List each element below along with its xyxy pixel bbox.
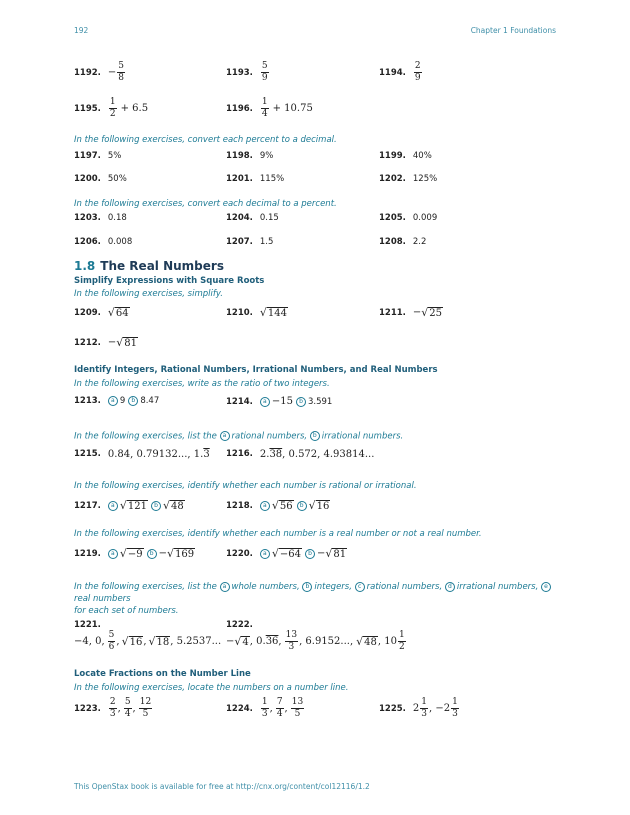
exercise-1224: 1224. $\frac{1}{3}$ , $\frac{7}{4}$ , $\frac{13}{5}$ [226, 697, 304, 719]
exercise-1213: 1213. a 9 b 8.47 [74, 396, 160, 406]
exercise-1225: 1225. 2 $\frac{1}{3}$ , −2 $\frac{1}{3}$ [379, 697, 458, 719]
exercise-1210: 1210. √ 144 [226, 306, 287, 319]
exercise-1192: 1192. − $\frac{5}{8}$ [74, 61, 125, 83]
exercise-1223: 1223. $\frac{2}{3}$ , $\frac{5}{4}$ , $\frac{12}{5}$ [74, 697, 152, 719]
instruction-real-number: In the following exercises, identify whether each number is a real number or not a real number. [74, 529, 482, 539]
instruction-percent-to-decimal: In the following exercises, convert each percent to a decimal. [74, 135, 337, 145]
section-heading: 1.8 The Real Numbers [74, 259, 224, 273]
exercise-1219: 1219. a √ −9 b − √ 169 [74, 547, 195, 560]
exercise-1207: 1207. 1.5 [226, 237, 274, 247]
exercise-1211: 1211. − √ 25 [379, 306, 443, 319]
exercise-1217: 1217. a √ 121 b √ 48 [74, 499, 184, 512]
exercise-1222: 1222. − √ 4 , 0. 36 , $\frac{13}{3}$ , 6.9152..., √ 48 , 10 $\frac{1}{2}$ [226, 620, 405, 652]
exercise-1218: 1218. a √ 56 b √ 16 [226, 499, 330, 512]
exercise-1195: 1195. $\frac{1}{2}$ + 6.5 [74, 97, 149, 119]
exercise-1200: 1200. 50% [74, 174, 127, 184]
instruction-simplify: In the following exercises, simplify. [74, 289, 223, 299]
exercise-1215: 1215. 0.84, 0.79132..., 1. 3 [74, 448, 210, 460]
exercise-1220: 1220. a √ −64 b − √ 81 [226, 547, 347, 560]
exercise-1205: 1205. 0.009 [379, 213, 438, 223]
exercise-group-fractions [74, 62, 564, 130]
exercise-1212: 1212. − √ 81 [74, 336, 138, 349]
exercise-1203: 1203. 0.18 [74, 213, 127, 223]
exercise-1206: 1206. 0.008 [74, 237, 133, 247]
instruction-locate: In the following exercises, locate the numbers on a number line. [74, 683, 349, 693]
instruction-rational-irrational: In the following exercises, identify whether each number is rational or irrational. [74, 481, 417, 491]
exercise-1204: 1204. 0.15 [226, 213, 279, 223]
exercise-1194: 1194. $\frac{2}{9}$ [379, 61, 421, 83]
exercise-1202: 1202. 125% [379, 174, 438, 184]
exercise-1198: 1198. 9% [226, 151, 274, 161]
chapter-title: Chapter 1 Foundations [470, 26, 556, 35]
instruction-number-sets: In the following exercises, list the a whole numbers, b integers, c rational numbers, d irrational numbers, ereal numbers for each set of numbers. [74, 581, 564, 617]
exercise-1221: 1221. −4, 0, $\frac{5}{6}$ , √ 16 , √ 18 , 5.2537... [74, 620, 222, 652]
exercise-1209: 1209. √ 64 [74, 306, 129, 319]
footer-text: This OpenStax book is available for free at http://cnx.org/content/col12116/1.2 [74, 782, 370, 791]
exercise-1208: 1208. 2.2 [379, 237, 427, 247]
instruction-decimal-to-percent: In the following exercises, convert each decimal to a percent. [74, 199, 337, 209]
exercise-1193: 1193. $\frac{5}{9}$ [226, 61, 268, 83]
exercise-1197: 1197. 5% [74, 151, 122, 161]
instruction-ratio: In the following exercises, write as the ratio of two integers. [74, 379, 330, 389]
instruction-list-rational: In the following exercises, list the a rational numbers, b irrational numbers. [74, 431, 404, 442]
exercise-1216: 1216. 2. 38 , 0.572, 4.93814... [226, 448, 375, 460]
exercise-1214: 1214. a −15 b 3.591 [226, 396, 333, 407]
subheading-square-roots: Simplify Expressions with Square Roots [74, 276, 265, 286]
page-number: 192 [74, 26, 89, 35]
exercise-1201: 1201. 115% [226, 174, 285, 184]
exercise-1196: 1196. $\frac{1}{4}$ + 10.75 [226, 97, 313, 119]
exercise-1199: 1199. 40% [379, 151, 432, 161]
subheading-locate-fractions: Locate Fractions on the Number Line [74, 669, 251, 679]
subheading-identify: Identify Integers, Rational Numbers, Irrational Numbers, and Real Numbers [74, 365, 438, 375]
